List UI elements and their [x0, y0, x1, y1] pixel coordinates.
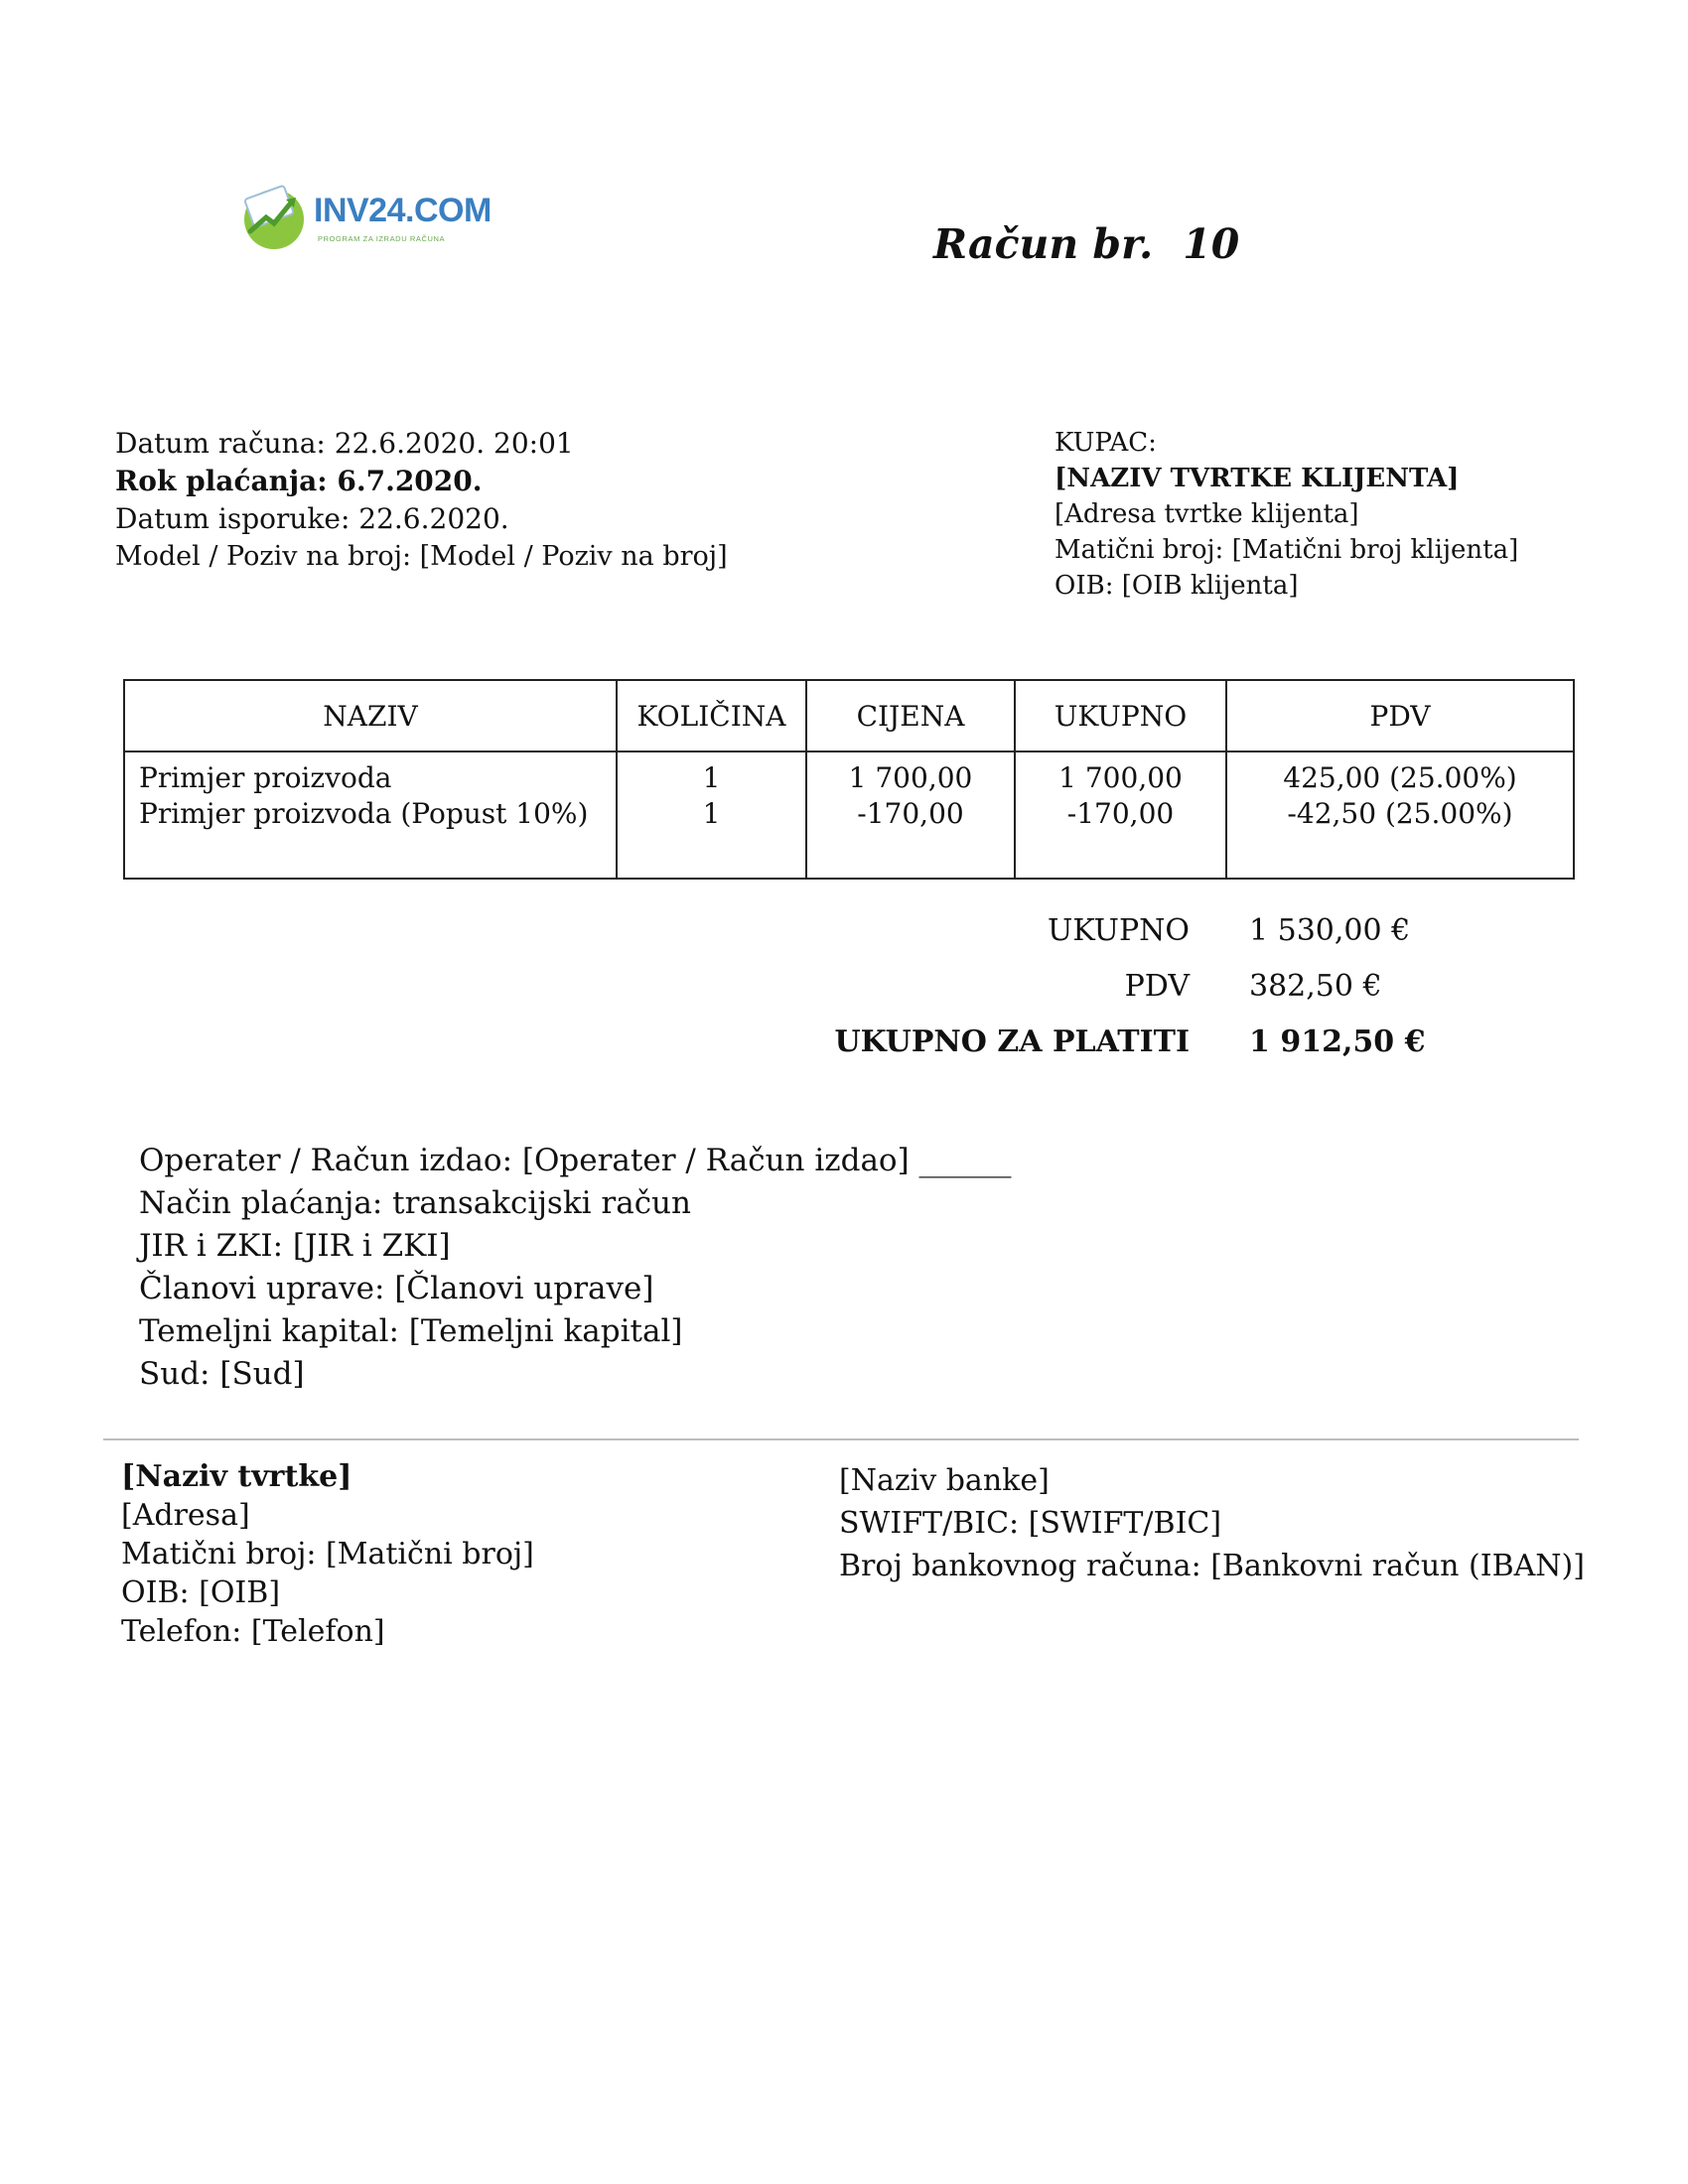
bank-swift: SWIFT/BIC: [SWIFT/BIC]: [839, 1506, 1222, 1541]
invoice-details: [139, 1140, 1012, 1396]
subtotal-value: 1 530,00 €: [1249, 913, 1411, 948]
board-members-line: Članovi uprave: [Članovi uprave]: [139, 1271, 654, 1306]
customer-heading: KUPAC:: [1055, 428, 1157, 458]
item-quantities-cell: [617, 751, 806, 879]
customer-registration-number: Matični broj: [Matični broj klijenta]: [1055, 535, 1519, 565]
company-block: [121, 1457, 534, 1651]
item-quantity: 1: [702, 797, 721, 830]
customer-block: [1055, 425, 1518, 604]
logo-wordmark: INV24.COM: [314, 192, 492, 229]
payment-reference: Model / Poziv na broj: [Model / Poziv na broj]: [115, 541, 728, 572]
payment-due-date: Rok plaćanja: 6.7.2020.: [115, 465, 483, 497]
item-vat-cell: [1226, 751, 1574, 879]
bank-iban: Broj bankovnog računa: [Bankovni račun (IBAN)]: [839, 1549, 1585, 1583]
company-phone: Telefon: [Telefon]: [121, 1614, 385, 1649]
item-totals-cell: [1015, 751, 1226, 879]
item-price: 1 700,00: [848, 761, 973, 794]
item-total: 1 700,00: [1058, 761, 1183, 794]
item-quantity: 1: [702, 761, 721, 794]
item-total: -170,00: [1066, 797, 1175, 830]
column-header-cijena: CIJENA: [806, 680, 1015, 751]
grand-total-label: UKUPNO ZA PLATITI: [834, 1024, 1190, 1059]
company-name: [Naziv tvrtke]: [121, 1459, 352, 1494]
vat-total-value: 382,50 €: [1249, 969, 1382, 1004]
column-header-pdv: PDV: [1226, 680, 1574, 751]
column-header-ukupno: UKUPNO: [1015, 680, 1226, 751]
item-prices-cell: [806, 751, 1015, 879]
table-header-row: [124, 680, 1574, 751]
operator-line: Operater / Račun izdao: [Operater / Račun izdao] ______: [139, 1143, 1012, 1178]
delivery-date: Datum isporuke: 22.6.2020.: [115, 502, 509, 535]
vat-total-label: PDV: [1124, 969, 1190, 1004]
item-name: Primjer proizvoda: [139, 761, 392, 794]
logo-chart-icon: [240, 182, 314, 251]
company-oib: OIB: [OIB]: [121, 1575, 281, 1610]
subtotal-label: UKUPNO: [1048, 913, 1190, 948]
company-registration-number: Matični broj: [Matični broj]: [121, 1537, 534, 1571]
item-name: Primjer proizvoda (Popust 10%): [139, 797, 589, 830]
invoice-title-label: Račun br.: [933, 220, 1154, 268]
customer-oib: OIB: [OIB klijenta]: [1055, 571, 1299, 601]
court-line: Sud: [Sud]: [139, 1356, 305, 1392]
payment-method-line: Način plaćanja: transakcijski račun: [139, 1185, 691, 1221]
company-logo: [240, 182, 492, 251]
invoice-info: [115, 425, 728, 576]
bank-name: [Naziv banke]: [839, 1463, 1050, 1498]
bank-block: [839, 1459, 1585, 1587]
customer-name: [NAZIV TVRTKE KLIJENTA]: [1055, 464, 1460, 493]
invoice-number: 10: [1183, 220, 1240, 268]
jir-zki-line: JIR i ZKI: [JIR i ZKI]: [139, 1228, 451, 1264]
invoice-date: Datum računa: 22.6.2020. 20:01: [115, 427, 574, 460]
grand-total-value: 1 912,50 €: [1249, 1024, 1426, 1059]
item-vat: 425,00 (25.00%): [1283, 761, 1517, 794]
table-row: [124, 751, 1574, 879]
item-names-cell: [124, 751, 617, 879]
item-price: -170,00: [857, 797, 964, 830]
invoice-title: [933, 220, 1239, 268]
company-address: [Adresa]: [121, 1498, 250, 1533]
items-table: [123, 679, 1575, 880]
footer-divider: [103, 1438, 1579, 1440]
logo-tagline: PROGRAM ZA IZRADU RAČUNA: [318, 234, 446, 243]
item-vat: -42,50 (25.00%): [1287, 797, 1513, 830]
customer-address: [Adresa tvrtke klijenta]: [1055, 499, 1359, 529]
share-capital-line: Temeljni kapital: [Temeljni kapital]: [139, 1313, 683, 1349]
column-header-kolicina: KOLIČINA: [617, 680, 806, 751]
column-header-naziv: NAZIV: [124, 680, 617, 751]
